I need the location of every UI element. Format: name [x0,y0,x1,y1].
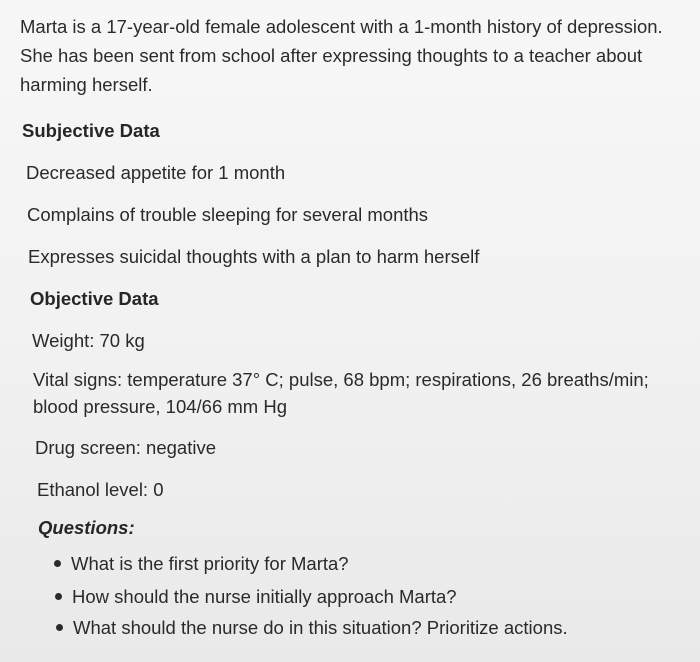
bullet-icon [54,560,61,567]
questions-heading: Questions: [38,517,135,538]
case-intro: Marta is a 17-year-old female adolescent with a 1-month history of depression. She has been sent from school after expressing thoughts to a teacher about harming herself. [20,16,663,95]
drug-screen-value: Drug screen: negative [35,437,216,458]
bullet-icon [56,624,63,631]
weight-value: Weight: 70 kg [32,330,145,351]
question-item [55,583,457,611]
subjective-item: Decreased appetite for 1 month [26,162,286,183]
subjective-data-heading: Subjective Data [22,120,160,141]
subjective-item: Expresses suicidal thoughts with a plan to harm herself [28,246,480,267]
objective-data-heading: Objective Data [30,288,159,309]
question-text: What should the nurse do in this situation? Prioritize actions. [73,617,568,638]
question-text: What is the first priority for Marta? [71,553,349,574]
question-text: How should the nurse initially approach Marta? [72,586,457,607]
question-item [54,550,349,578]
question-item [56,614,568,642]
vital-signs-value: Vital signs: temperature 37° C; pulse, 68 bpm; respirations, 26 breaths/min; blood pressure, 104/66 mm Hg [33,369,649,417]
ethanol-level-value: Ethanol level: 0 [37,479,164,500]
bullet-icon [55,593,62,600]
subjective-item: Complains of trouble sleeping for several months [27,204,429,225]
